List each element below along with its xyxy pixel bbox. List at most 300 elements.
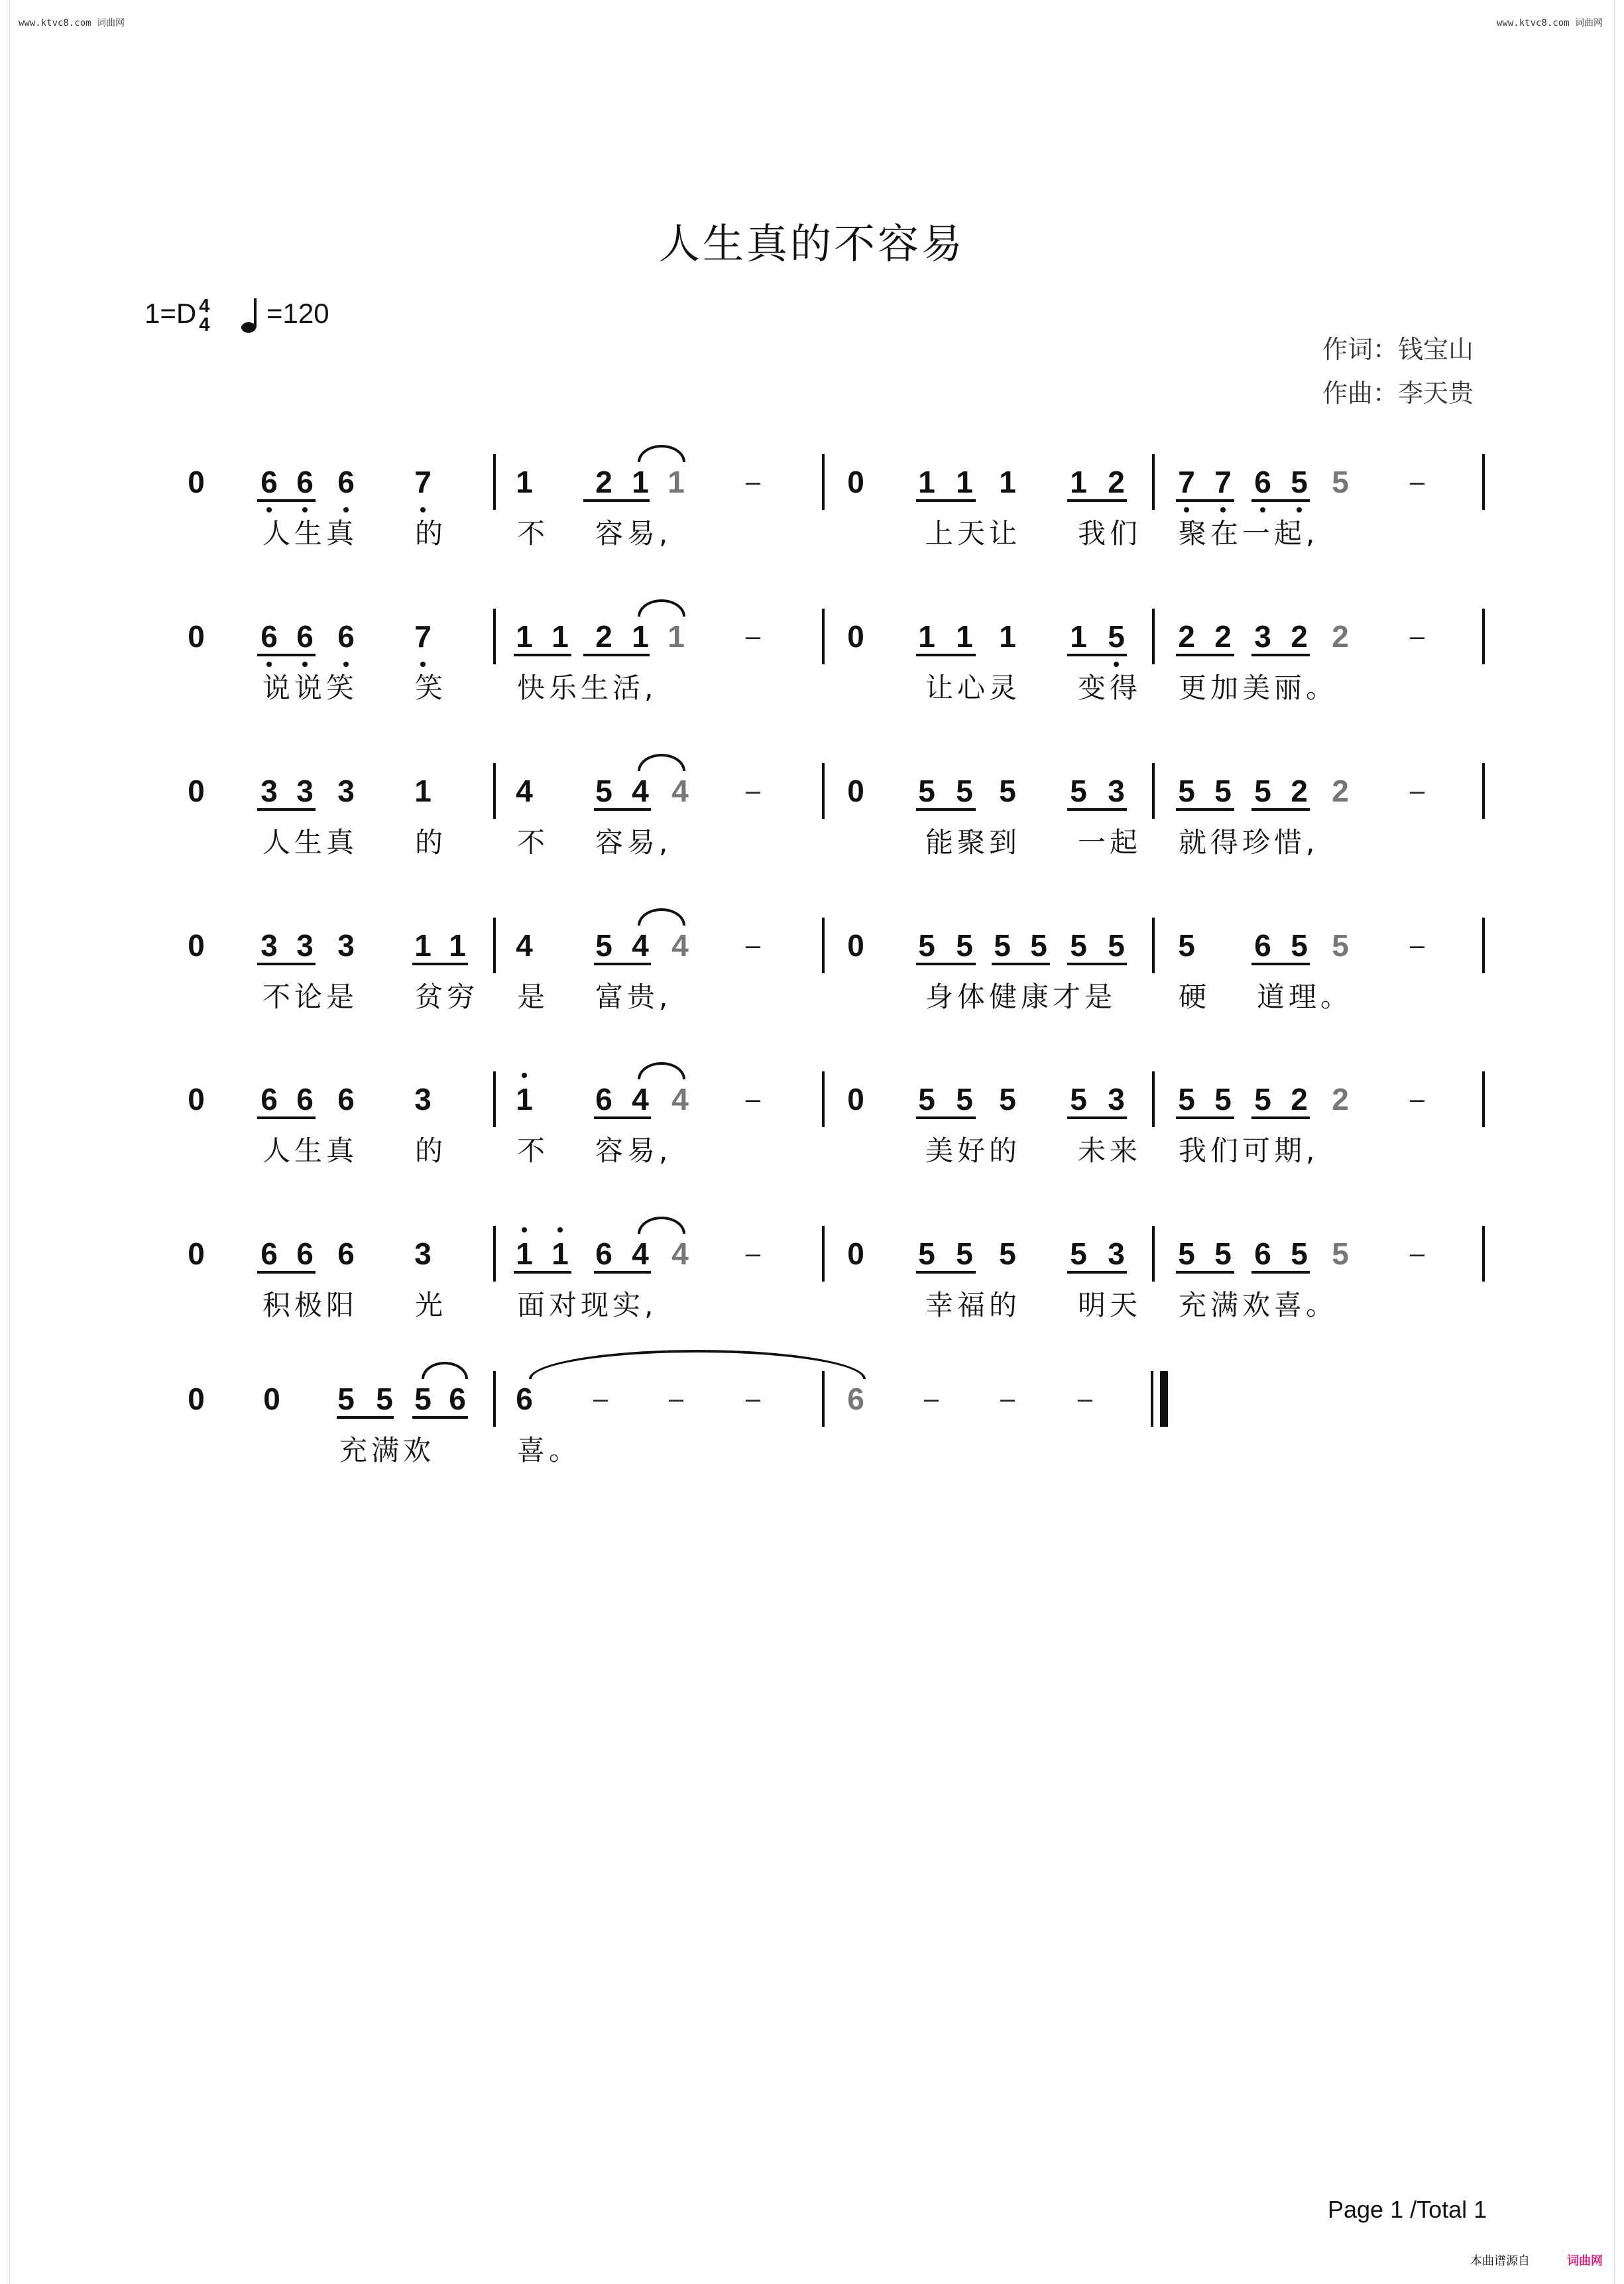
source-label: 本曲谱源自 <box>1470 2254 1530 2268</box>
beam-underline <box>257 654 316 656</box>
composer: 作曲：李天贵 <box>1322 379 1474 408</box>
right-margin-strip <box>1614 0 1624 2284</box>
note: 3 <box>296 774 314 808</box>
sustain-dash: – <box>745 931 761 960</box>
lyric-syllable-group: 容易, <box>595 1134 672 1167</box>
beam-underline <box>594 1116 651 1119</box>
note: 5 <box>999 1236 1016 1271</box>
note: 1 <box>667 619 685 654</box>
beam-underline <box>514 654 571 656</box>
beam-underline <box>916 499 976 502</box>
octave-dot-below <box>302 507 308 512</box>
beam-underline <box>257 499 316 502</box>
sustain-dash: – <box>923 1384 939 1413</box>
note: 1 <box>632 619 649 654</box>
note: 5 <box>918 1082 935 1116</box>
lyric-syllable-group: 未来 <box>1078 1134 1142 1167</box>
note: 3 <box>261 928 278 963</box>
note: 5 <box>1070 774 1087 808</box>
barline <box>822 763 825 819</box>
barline <box>493 763 496 819</box>
lyric-syllable-group: 身体健康才是 <box>925 981 1117 1013</box>
note: 5 <box>414 1382 432 1416</box>
beam-underline <box>1251 1271 1310 1274</box>
octave-dot-below <box>420 662 426 667</box>
note: 5 <box>956 774 973 808</box>
note: 6 <box>261 1236 278 1271</box>
note: 7 <box>1214 465 1232 499</box>
note: 0 <box>847 1236 864 1271</box>
sustain-dash: – <box>593 1384 609 1413</box>
barline <box>822 454 825 510</box>
note: 4 <box>671 1236 689 1271</box>
sustain-dash: – <box>745 467 761 497</box>
lyric-syllable-group: 面对现实, <box>517 1289 658 1321</box>
lyric-syllable-group: 明天 <box>1078 1289 1142 1321</box>
barline <box>493 1371 496 1427</box>
note: 5 <box>956 1082 973 1116</box>
beam-underline <box>916 654 976 656</box>
beam-underline <box>992 963 1050 965</box>
note: 1 <box>956 465 973 499</box>
note: 1 <box>667 465 685 499</box>
note: 5 <box>1214 774 1232 808</box>
note: 7 <box>1178 465 1195 499</box>
beam-underline <box>1251 1116 1310 1119</box>
octave-dot-below <box>420 507 426 512</box>
note: 5 <box>1178 774 1195 808</box>
note: 4 <box>632 1082 649 1116</box>
beam-underline <box>583 654 650 656</box>
octave-dot-below <box>1114 662 1119 667</box>
note: 4 <box>671 774 689 808</box>
beam-underline <box>257 808 316 811</box>
lyric-syllable-group: 人生真 <box>262 517 359 550</box>
note: 5 <box>1108 928 1125 963</box>
sustain-dash: – <box>745 622 761 651</box>
lyric-syllable-group: 富贵, <box>595 981 672 1013</box>
note: 6 <box>1254 1236 1271 1271</box>
lyric-syllable-group: 不 <box>517 517 550 550</box>
note: 5 <box>1108 619 1125 654</box>
note: 5 <box>999 1082 1016 1116</box>
barline <box>1152 918 1155 973</box>
tie-arc <box>638 599 685 617</box>
lyric-syllable-group: 上天让 <box>925 517 1021 550</box>
lyric-syllable-group: 笑 <box>415 672 447 704</box>
octave-dot-below <box>343 507 349 512</box>
long-tie-arc <box>529 1350 866 1379</box>
note: 7 <box>414 465 432 499</box>
beam-underline <box>1067 499 1127 502</box>
beam-underline <box>594 1271 651 1274</box>
note: 6 <box>595 1082 612 1116</box>
lyric-syllable-group: 贫穷 <box>415 981 479 1013</box>
note: 4 <box>632 1236 649 1271</box>
note: 3 <box>337 928 355 963</box>
note: 0 <box>188 1382 205 1416</box>
beam-underline <box>594 963 651 965</box>
beam-underline <box>1176 1271 1234 1274</box>
note: 3 <box>296 928 314 963</box>
note: 0 <box>847 774 864 808</box>
note: 4 <box>632 928 649 963</box>
sustain-dash: – <box>745 1239 761 1268</box>
note: 4 <box>632 774 649 808</box>
beam-underline <box>916 808 976 811</box>
lyric-syllable-group: 光 <box>415 1289 447 1321</box>
note: 5 <box>595 928 612 963</box>
beam-underline <box>916 963 976 965</box>
note: 6 <box>296 1236 314 1271</box>
beam-underline <box>1251 963 1310 965</box>
note: 0 <box>188 619 205 654</box>
note: 3 <box>261 774 278 808</box>
note: 2 <box>1291 1082 1308 1116</box>
note: 6 <box>595 1236 612 1271</box>
note: 1 <box>1070 465 1087 499</box>
note: 2 <box>595 619 612 654</box>
beam-underline <box>1176 499 1234 502</box>
note: 1 <box>516 465 533 499</box>
barline <box>493 609 496 664</box>
tie-arc <box>638 1062 685 1079</box>
note: 5 <box>956 928 973 963</box>
sustain-dash: – <box>1409 1239 1425 1268</box>
octave-dot-below <box>343 662 349 667</box>
barline <box>1482 1071 1485 1127</box>
note: 3 <box>1108 1236 1125 1271</box>
note: 5 <box>1030 928 1047 963</box>
note: 1 <box>1070 619 1087 654</box>
lyric-syllable-group: 充满欢 <box>339 1434 435 1467</box>
barline <box>493 454 496 510</box>
note: 7 <box>414 619 432 654</box>
note: 1 <box>632 465 649 499</box>
note: 5 <box>1291 1236 1308 1271</box>
lyric-syllable-group: 充满欢喜。 <box>1179 1289 1338 1321</box>
note: 5 <box>376 1382 393 1416</box>
beam-underline <box>1176 1116 1234 1119</box>
lyric-syllable-group: 积极阳 <box>262 1289 359 1321</box>
sustain-dash: – <box>1077 1384 1093 1413</box>
barline <box>1152 609 1155 664</box>
beam-underline <box>1251 499 1310 502</box>
note: 6 <box>847 1382 864 1416</box>
note: 3 <box>414 1082 432 1116</box>
note: 1 <box>999 465 1016 499</box>
lyric-syllable-group: 人生真 <box>262 826 359 859</box>
note: 1 <box>918 619 935 654</box>
beam-underline <box>1251 808 1310 811</box>
note: 3 <box>1108 774 1125 808</box>
note: 5 <box>956 1236 973 1271</box>
note: 6 <box>296 619 314 654</box>
note: 3 <box>414 1236 432 1271</box>
lyric-syllable-group: 不论是 <box>262 981 359 1013</box>
lyricist: 作词：钱宝山 <box>1322 335 1474 364</box>
page-title: 人生真的不容易 <box>658 219 965 268</box>
lyric-syllable-group: 快乐生活, <box>517 672 658 704</box>
lyric-syllable-group: 我们可期, <box>1179 1134 1319 1167</box>
lyric-syllable-group: 容易, <box>595 517 672 550</box>
sustain-dash: – <box>1409 931 1425 960</box>
note: 6 <box>337 1236 355 1271</box>
sustain-dash: – <box>1409 1085 1425 1114</box>
beam-underline <box>257 963 316 965</box>
lyric-syllable-group: 更加美丽。 <box>1179 672 1338 704</box>
lyric-syllable-group: 聚在一起, <box>1179 517 1319 550</box>
beam-underline <box>916 1116 976 1119</box>
beam-underline <box>1067 1271 1127 1274</box>
lyric-syllable-group: 美好的 <box>925 1134 1021 1167</box>
lyric-syllable-group: 硬 <box>1179 981 1211 1013</box>
tempo: =120 <box>266 298 329 330</box>
note: 0 <box>188 1236 205 1271</box>
beam-underline <box>1251 654 1310 656</box>
lyric-syllable-group: 能聚到 <box>925 826 1021 859</box>
note: 2 <box>1332 619 1349 654</box>
note: 5 <box>1332 928 1349 963</box>
note: 1 <box>551 1236 569 1271</box>
note: 4 <box>516 928 533 963</box>
barline <box>1152 763 1155 819</box>
note: 1 <box>918 465 935 499</box>
left-margin-strip <box>0 0 10 2284</box>
note: 5 <box>1291 465 1308 499</box>
note: 5 <box>1332 1236 1349 1271</box>
barline <box>822 609 825 664</box>
lyric-syllable-group: 就得珍惜, <box>1179 826 1319 859</box>
note: 1 <box>414 774 432 808</box>
note: 4 <box>671 928 689 963</box>
quarter-note-icon <box>240 297 266 334</box>
note: 2 <box>1291 619 1308 654</box>
note: 6 <box>337 1082 355 1116</box>
beam-underline <box>1176 808 1234 811</box>
brand-label: 词曲网 <box>1567 2254 1603 2268</box>
octave-dot-above <box>522 1227 527 1232</box>
lyric-syllable-group: 变得 <box>1078 672 1142 704</box>
beam-underline <box>337 1416 394 1419</box>
octave-dot-below <box>1184 507 1189 512</box>
barline <box>822 1371 825 1427</box>
note: 6 <box>516 1382 533 1416</box>
note: 5 <box>1214 1082 1232 1116</box>
note: 5 <box>918 928 935 963</box>
header-site-right: www.ktvc8.com 词曲网 <box>1497 18 1603 29</box>
note: 1 <box>414 928 432 963</box>
note: 2 <box>595 465 612 499</box>
note: 2 <box>1291 774 1308 808</box>
note: 5 <box>918 774 935 808</box>
barline <box>1152 1071 1155 1127</box>
beam-underline <box>257 1271 316 1274</box>
note: 5 <box>1214 1236 1232 1271</box>
note: 5 <box>1070 928 1087 963</box>
note: 6 <box>296 1082 314 1116</box>
time-signature <box>199 297 209 334</box>
beam-underline <box>1067 963 1127 965</box>
note: 0 <box>847 928 864 963</box>
note: 5 <box>1254 1082 1271 1116</box>
sustain-dash: – <box>1000 1384 1015 1413</box>
octave-dot-below <box>1260 507 1265 512</box>
octave-dot-below <box>302 662 308 667</box>
note: 6 <box>337 465 355 499</box>
barline <box>1151 1371 1153 1427</box>
note: 5 <box>999 774 1016 808</box>
time-top: 4 <box>199 296 210 317</box>
note: 3 <box>1254 619 1271 654</box>
sustain-dash: – <box>745 776 761 806</box>
barline <box>1482 763 1485 819</box>
note: 2 <box>1332 774 1349 808</box>
sustain-dash: – <box>1409 467 1425 497</box>
note: 4 <box>516 774 533 808</box>
key-signature <box>145 297 329 334</box>
tie-arc <box>638 1217 685 1234</box>
beam-underline <box>412 1416 468 1419</box>
note: 2 <box>1108 465 1125 499</box>
tie-arc <box>422 1362 468 1379</box>
note: 0 <box>188 1082 205 1116</box>
sustain-dash: – <box>668 1384 684 1413</box>
lyric-syllable-group: 的 <box>415 826 447 859</box>
beam-underline <box>1067 1116 1127 1119</box>
lyric-syllable-group: 的 <box>415 517 447 550</box>
octave-dot-below <box>1220 507 1226 512</box>
note: 5 <box>337 1382 355 1416</box>
note: 6 <box>1254 465 1271 499</box>
sustain-dash: – <box>745 1384 761 1413</box>
octave-dot-below <box>1297 507 1302 512</box>
time-bottom: 4 <box>199 314 210 335</box>
note: 1 <box>999 619 1016 654</box>
note: 6 <box>261 619 278 654</box>
note: 0 <box>188 928 205 963</box>
note: 5 <box>1178 1082 1195 1116</box>
note: 6 <box>261 465 278 499</box>
tie-arc <box>638 908 685 926</box>
beam-underline <box>412 963 468 965</box>
beam-underline <box>1176 654 1234 656</box>
lyric-syllable-group: 不 <box>517 826 550 859</box>
note: 2 <box>1332 1082 1349 1116</box>
lyric-syllable-group: 的 <box>415 1134 447 1167</box>
note: 0 <box>263 1382 280 1416</box>
barline <box>1482 1226 1485 1282</box>
note: 5 <box>1291 928 1308 963</box>
tie-arc <box>638 754 685 771</box>
lyric-syllable-group: 道理。 <box>1257 981 1353 1013</box>
beam-underline <box>583 499 650 502</box>
beam-underline <box>594 808 651 811</box>
beam-underline <box>916 1271 976 1274</box>
header-site-left: www.ktvc8.com 词曲网 <box>19 18 125 29</box>
note: 5 <box>1332 465 1349 499</box>
note: 1 <box>551 619 569 654</box>
barline <box>493 1071 496 1127</box>
note: 0 <box>847 465 864 499</box>
barline <box>1482 918 1485 973</box>
note: 5 <box>1178 928 1195 963</box>
note: 5 <box>1178 1236 1195 1271</box>
barline <box>493 1226 496 1282</box>
barline <box>822 1226 825 1282</box>
note: 3 <box>1108 1082 1125 1116</box>
note: 1 <box>516 619 533 654</box>
note: 1 <box>516 1082 533 1116</box>
barline <box>1482 454 1485 510</box>
barline <box>822 1071 825 1127</box>
key-prefix: 1=D <box>145 298 197 330</box>
lyric-syllable-group: 说说笑 <box>262 672 359 704</box>
note: 1 <box>516 1236 533 1271</box>
octave-dot-below <box>266 507 272 512</box>
page-counter: Page 1 /Total 1 <box>1328 2196 1487 2223</box>
note: 0 <box>847 619 864 654</box>
note: 2 <box>1214 619 1232 654</box>
note: 5 <box>595 774 612 808</box>
note: 1 <box>956 619 973 654</box>
beam-underline <box>514 1271 571 1274</box>
barline <box>1152 1226 1155 1282</box>
note: 3 <box>337 774 355 808</box>
tie-arc <box>638 445 685 462</box>
lyric-syllable-group: 喜。 <box>517 1434 581 1467</box>
beam-underline <box>257 1116 316 1119</box>
sustain-dash: – <box>1409 776 1425 806</box>
note: 1 <box>449 928 466 963</box>
note: 6 <box>1254 928 1271 963</box>
note: 2 <box>1178 619 1195 654</box>
barline <box>493 918 496 973</box>
note: 6 <box>337 619 355 654</box>
lyric-syllable-group: 人生真 <box>262 1134 359 1167</box>
note: 0 <box>847 1082 864 1116</box>
note: 5 <box>918 1236 935 1271</box>
octave-dot-above <box>522 1073 527 1078</box>
barline <box>1152 454 1155 510</box>
note: 5 <box>1070 1236 1087 1271</box>
lyric-syllable-group: 是 <box>517 981 550 1013</box>
final-barline <box>1160 1371 1168 1427</box>
note: 6 <box>261 1082 278 1116</box>
octave-dot-below <box>266 662 272 667</box>
lyric-syllable-group: 幸福的 <box>925 1289 1021 1321</box>
note: 6 <box>449 1382 466 1416</box>
note: 5 <box>994 928 1011 963</box>
note: 0 <box>188 774 205 808</box>
note: 5 <box>1070 1082 1087 1116</box>
beam-underline <box>1067 808 1127 811</box>
barline <box>1482 609 1485 664</box>
lyric-syllable-group: 容易, <box>595 826 672 859</box>
sustain-dash: – <box>1409 622 1425 651</box>
lyric-syllable-group: 不 <box>517 1134 550 1167</box>
beam-underline <box>1067 654 1127 656</box>
note: 5 <box>1254 774 1271 808</box>
barline <box>822 918 825 973</box>
lyric-syllable-group: 一起 <box>1078 826 1142 859</box>
octave-dot-above <box>557 1227 563 1232</box>
sustain-dash: – <box>745 1085 761 1114</box>
note: 0 <box>188 465 205 499</box>
lyric-syllable-group: 我们 <box>1078 517 1142 550</box>
lyric-syllable-group: 让心灵 <box>925 672 1021 704</box>
note: 4 <box>671 1082 689 1116</box>
